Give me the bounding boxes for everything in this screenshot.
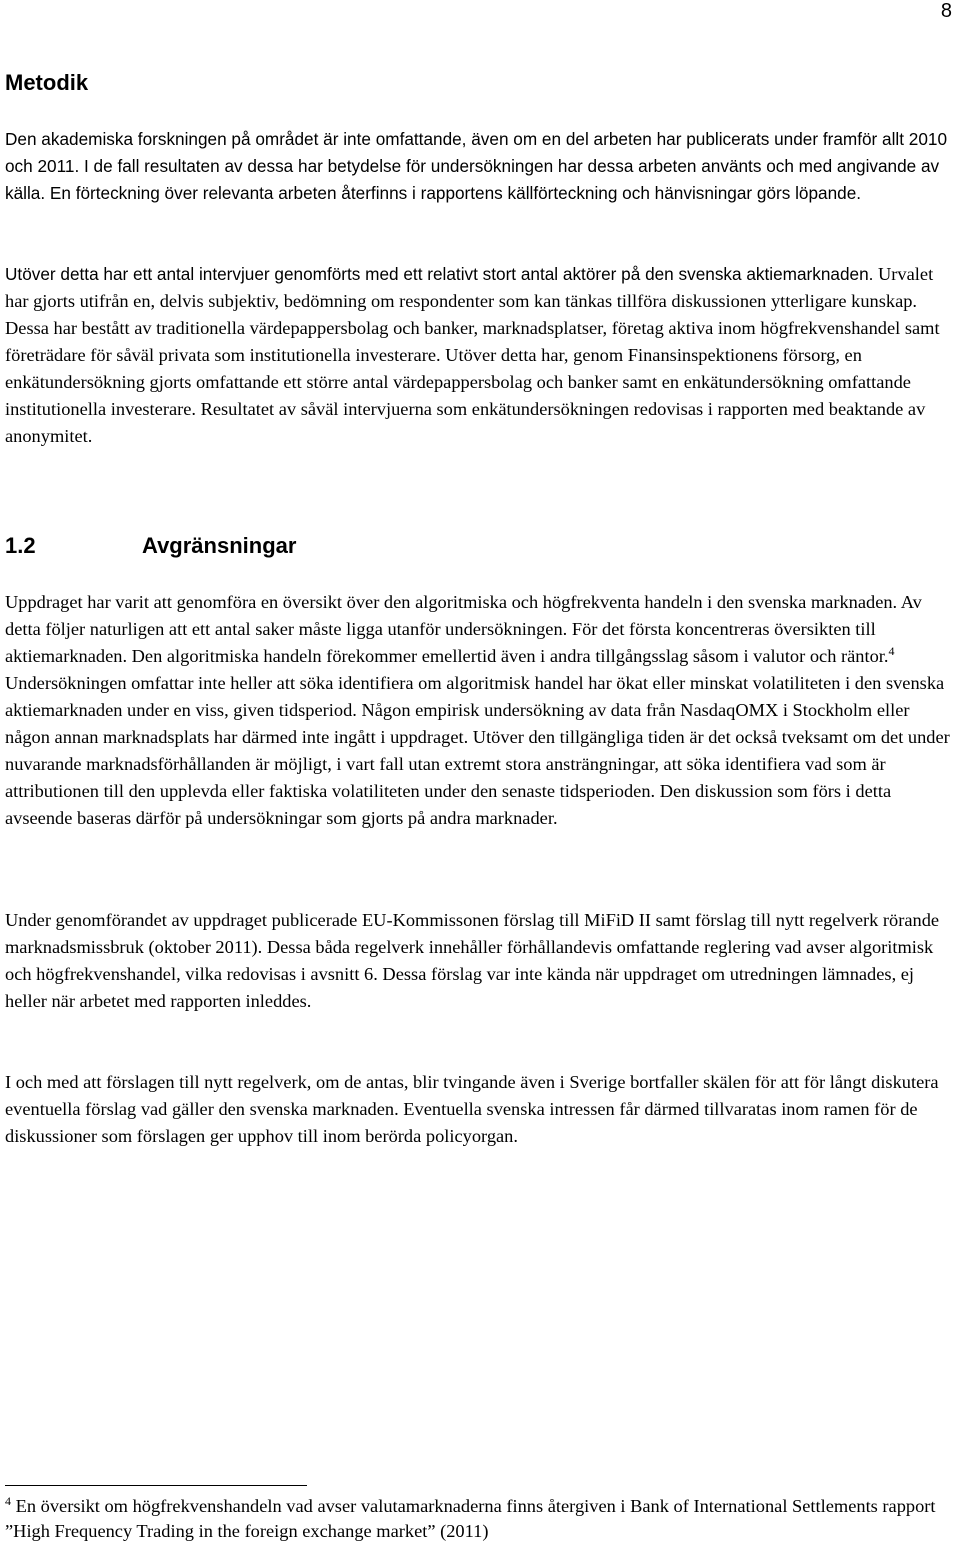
paragraph-mifid: Under genomförandet av uppdraget publicerade EU-Kommissonen förslag till MiFiD II samt förslag till nytt regelverk rörande marknadsmissbruk (oktober 2011). Dessa båda regelverk innehåller förhållandevis omfattande reglering vad avser algoritmisk och högfrekvenshandel, vilka redovisas i avsnitt 6. Dessa förslag var inte kända när uppdraget om utredningen lämnades, ej heller när arbetet med rapporten inleddes. [5, 910, 940, 1011]
page-number: 8 [940, 0, 952, 22]
paragraph-scope-part2: Undersökningen omfattar inte heller att söka identifiera om algoritmisk handel har ökat eller minskat volatiliteten i den svenska aktiemarknaden under en viss, given tidsperiod. Någon empirisk undersökning av data från NasdaqOMX i Stockholm eller någon annan marknadsplats har därmed inte ingått i uppdraget. Utöver den tillgängliga tiden är det också tveksamt om det under nuvarande marknadsförhållanden är möjligt, i vart fall utan extremt stora ansträngningar, att söka identifiera vad som är attributionen till den upplevda eller faktiska volatiliteten under den senaste tidsperioden. Den diskussion som förs i detta avseende baseras därför på undersökningar som gjorts på andra marknader. [5, 673, 950, 828]
paragraph-regulation: I och med att förslagen till nytt regelverk, om de antas, blir tvingande även i Sverige bortfaller skälen för att för långt diskutera eventuella förslag vad gäller den svenska marknaden. Eventuella svenska intressen får därmed tillvaratas inom ramen för de diskussioner som förslagen ger upphov till inom berörda policyorgan. [5, 1072, 939, 1146]
paragraph-scope-part1: Uppdraget har varit att genomföra en översikt över den algoritmiska och högfrekventa handeln i den svenska marknaden. Av detta följer naturligen att ett antal saker måste ligga utanför undersökningen. För det första koncentreras översikten till aktiemarknaden. Den algoritmiska handeln förekommer emellertid även i andra tillgångsslag såsom i valutor och räntor. [5, 592, 922, 666]
paragraph-interviews [5, 261, 955, 450]
section-heading-avgransningar [5, 532, 296, 560]
section-number: 1.2 [5, 533, 36, 558]
paragraph-interviews-lead: Utöver detta har ett antal intervjuer genomförts med ett relativt stort antal aktörer på den svenska aktiemarknaden. [5, 264, 874, 284]
paragraph-scope [5, 589, 955, 832]
footnote-marker: 4 [5, 1493, 11, 1508]
footnote [5, 1494, 955, 1544]
section-heading-metodik: Metodik [5, 70, 89, 95]
section-title: Avgränsningar [142, 533, 297, 558]
footnote-reference[interactable]: 4 [888, 643, 895, 658]
footnote-text: En översikt om högfrekvenshandeln vad avser valutamarknaderna finns återgiven i Bank of International Settlements rapport ”High Frequency Trading in the foreign exchange market” (2011) [5, 1496, 936, 1541]
paragraph-interviews-body: Urvalet har gjorts utifrån en, delvis subjektiv, bedömning om respondenter som kan tänkas tillföra diskussionen ytterligare kunskap. Dessa har bestått av traditionella värdepappersbolag och banker, marknadsplatser, företag aktiva inom högfrekvenshandel samt företrädare för såväl privata som institutionella investerare. Utöver detta har, genom Finansinspektionens försorg, en enkätundersökning gjorts omfattande ett större antal värdepappersbolag och banker samt en enkätundersökning omfattande institutionella investerare. Resultatet av såväl intervjuerna som enkätundersökningen redovisas i rapporten med beaktande av anonymitet. [5, 264, 940, 446]
paragraph-research: Den akademiska forskningen på området är inte omfattande, även om en del arbeten har publicerats under framför allt 2010 och 2011. I de fall resultaten av dessa har betydelse för undersökningen har dessa arbeten använts och med angivande av källa. En förteckning över relevanta arbeten återfinns i rapportens källförteckning och hänvisningar görs löpande. [5, 129, 948, 203]
footnote-divider [5, 1485, 307, 1486]
